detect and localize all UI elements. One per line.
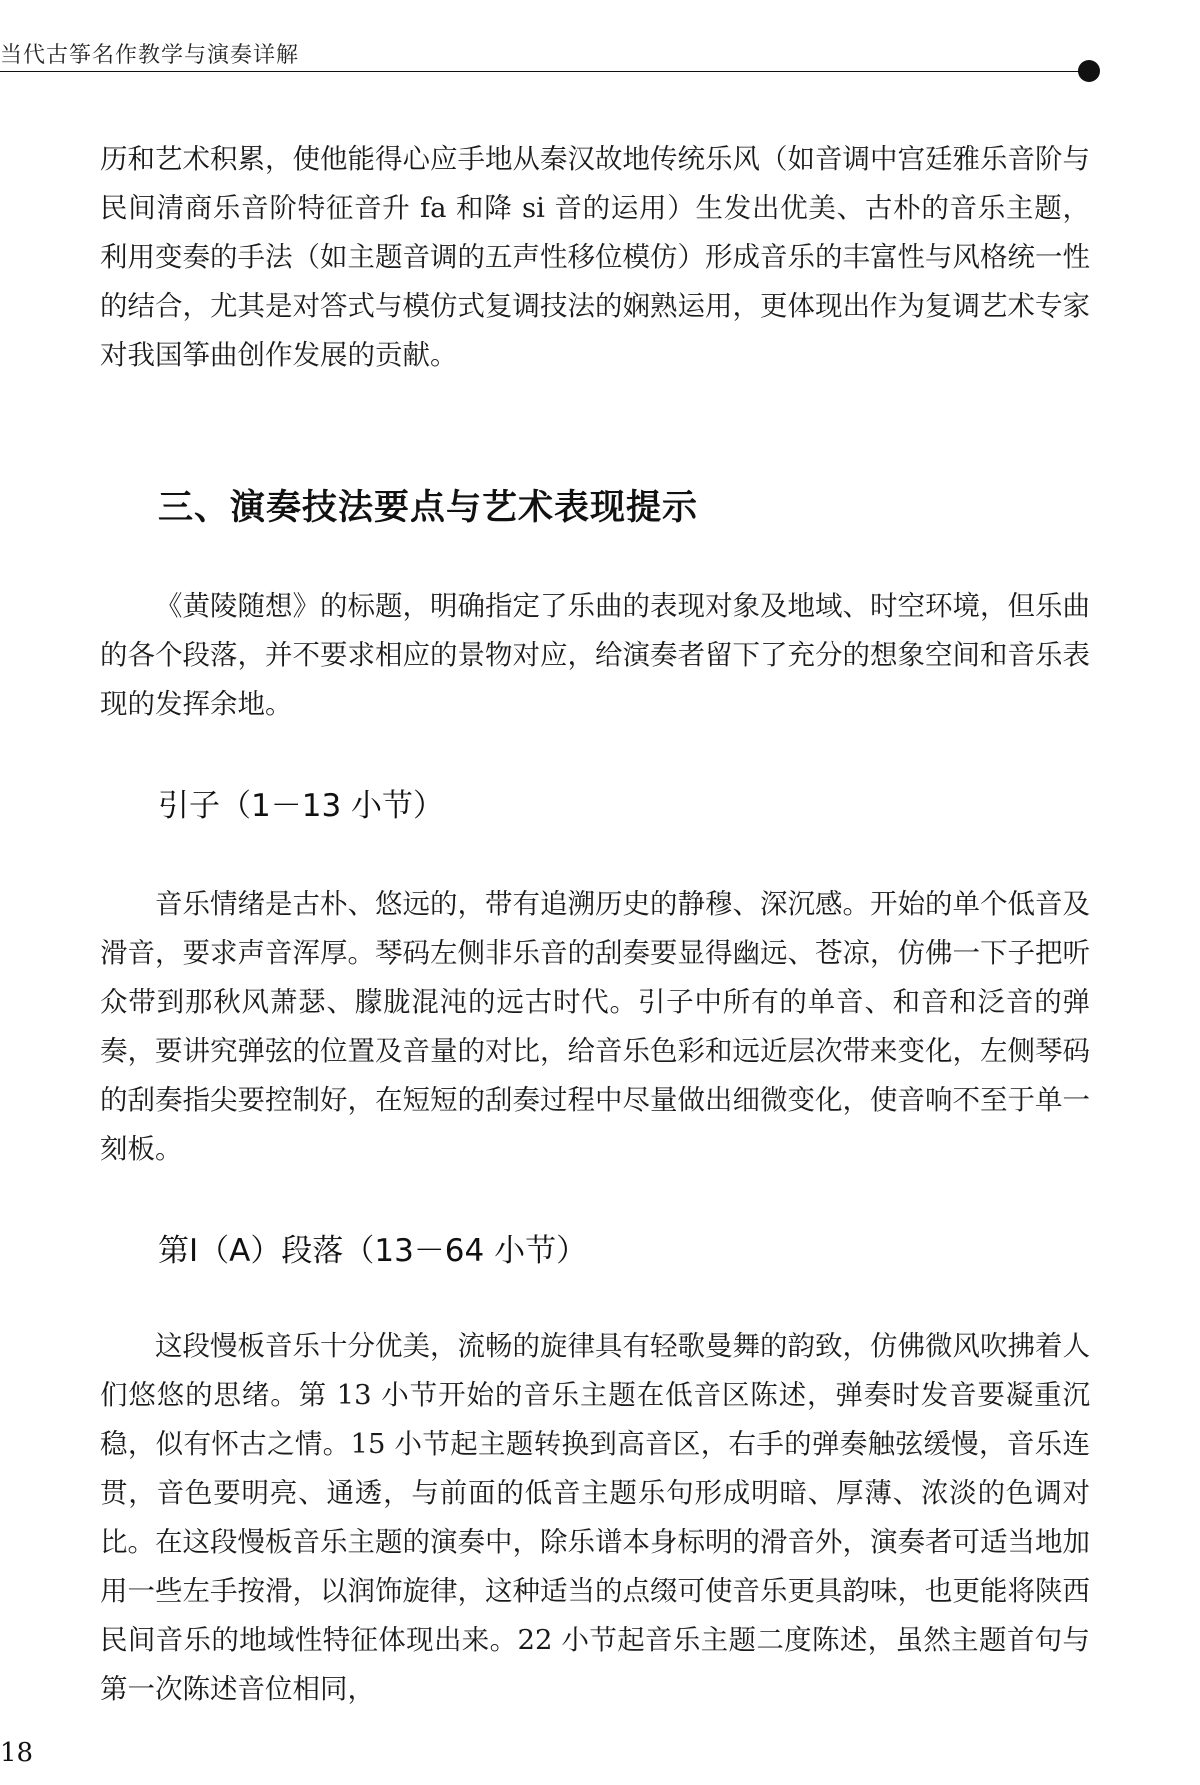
subheading-introduction: 引子（1－13 小节） [158,788,445,824]
section-heading: 三、演奏技法要点与艺术表现提示 [158,487,699,528]
paragraph-section-a: 这段慢板音乐十分优美，流畅的旋律具有轻歌曼舞的韵致，仿佛微风吹拂着人们悠悠的思绪。第 13 小节开始的音乐主题在低音区陈述，弹奏时发音要凝重沉稳，似有怀古之情。15 小节起主题转换到高音区，右手的弹奏触弦缓慢，音乐连贯，音色要明亮、通透，与前面的低音主题乐句形成明暗、厚薄、浓淡的色调对比。在这段慢板音乐主题的演奏中，除乐谱本身标明的滑音外，演奏者可适当地加用一些左手按滑，以润饰旋律，这种适当的点缀可使音乐更具韵味，也更能将陕西民间音乐的地域性特征体现出来。22 小节起音乐主题二度陈述，虽然主题首句与第一次陈述音位相同， [100,1330,1090,1705]
paragraph-intro: 《黄陵随想》的标题，明确指定了乐曲的表现对象及地域、时空环境，但乐曲的各个段落，并不要求相应的景物对应，给演奏者留下了充分的想象空间和音乐表现的发挥余地。 [100,590,1090,720]
paragraph-continuation: 历和艺术积累，使他能得心应手地从秦汉故地传统乐风（如音调中宫廷雅乐音阶与民间清商乐音阶特征音升 fa 和降 si 音的运用）生发出优美、古朴的音乐主题，利用变奏的手法（如主题音调的五声性移位模仿）形成音乐的丰富性与风格统一性的结合，尤其是对答式与模仿式复调技法的娴熟运用，更体现出作为复调艺术专家对我国筝曲创作发展的贡献。 [100,143,1090,371]
header-bullet-dot [1078,60,1100,82]
page-number: 18 [0,1738,34,1768]
header-rule [0,71,1088,72]
running-header-title: 当代古筝名作教学与演奏详解 [0,43,300,68]
subheading-section-a: 第Ⅰ（A）段落（13－64 小节） [158,1233,588,1269]
paragraph-introduction: 音乐情绪是古朴、悠远的，带有追溯历史的静穆、深沉感。开始的单个低音及滑音，要求声音浑厚。琴码左侧非乐音的刮奏要显得幽远、苍凉，仿佛一下子把听众带到那秋风萧瑟、朦胧混沌的远古时代。引子中所有的单音、和音和泛音的弹奏，要讲究弹弦的位置及音量的对比，给音乐色彩和远近层次带来变化，左侧琴码的刮奏指尖要控制好，在短短的刮奏过程中尽量做出细微变化，使音响不至于单一刻板。 [100,888,1090,1165]
